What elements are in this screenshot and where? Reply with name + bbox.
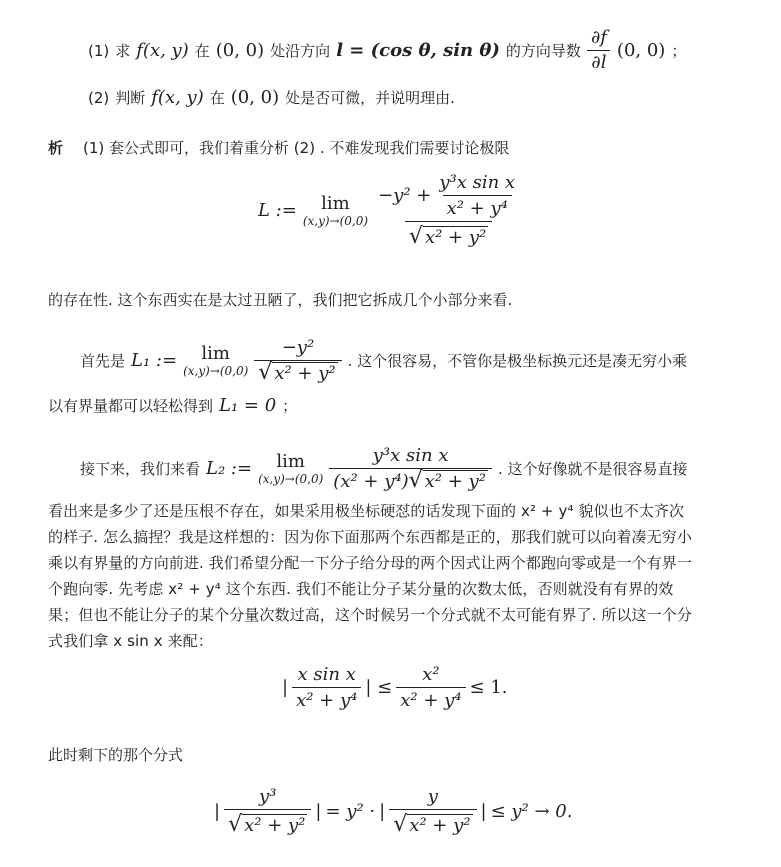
paragraph-line: 个跑向零. 先考虑 x² + y⁴ 这个东西. 我们不能让分子某分量的次数太低，否则就没有有界的效 <box>48 580 674 598</box>
L2-definition: L₂ := <box>206 458 253 479</box>
limit-operator <box>303 193 368 228</box>
item-1-label: (1) <box>88 41 110 60</box>
item-2-label: (2) <box>88 89 110 107</box>
item-1 <box>88 28 686 73</box>
L-sqrt: √ x² + y² <box>408 224 487 249</box>
directional-derivative-fraction <box>587 28 611 73</box>
L2-fraction <box>329 446 492 492</box>
item-2-func: f(x, y) <box>151 87 204 108</box>
ineq2-a-sqrt-body: x² + y² <box>244 815 306 836</box>
item-2-text-a: 判断 <box>115 89 146 107</box>
L1-limit-operator <box>183 344 248 378</box>
paragraph-line: 乘以有界量的方向前进. 我们希望分配一下分子给分母的两个因式让两个都跑向零或是一个有界一 <box>48 554 692 572</box>
analysis-paragraph <box>48 498 748 654</box>
paragraph-line: 的样子. 怎么搞捏？我是这样想的：因为你下面那两个东西都是正的，那我们就可以向着凑无穷小 <box>48 528 692 546</box>
L1-lim-subscript: (x,y)→(0,0) <box>183 364 249 378</box>
item-1-text-a: 求 <box>115 41 131 60</box>
existence-sentence: 的存在性. 这个东西实在是太过丑陋了，我们把它拆成几个小部分来看. <box>48 291 513 309</box>
ineq1-lhs-num: x sin x <box>297 664 356 685</box>
item-1-direction: l = (cos θ, sin θ) <box>336 39 500 61</box>
ineq2-b-den <box>389 809 476 837</box>
ineq2-b-sqrt-body: x² + y² <box>409 815 471 836</box>
paragraph-line: 果；但也不能让分子的某个分量次数过高，这个时候另一个分式就不太可能有界了. 所以这一个分 <box>48 606 692 624</box>
item-2-point: (0, 0) <box>230 87 280 108</box>
ineq2-b-sqrt: √ x² + y² <box>393 812 471 837</box>
lim-subscript: (x,y)→(0,0) <box>302 214 369 228</box>
L1-numerator: −y² <box>281 337 315 358</box>
ineq1-lhs-fraction <box>292 664 361 711</box>
L1-sqrt-body: x² + y² <box>274 363 336 384</box>
item-2-text-c: 处是否可微，并说明理由. <box>285 89 455 107</box>
ineq2-tail: ≤ y² → 0. <box>490 801 573 822</box>
ineq2-a-sqrt: √ x² + y² <box>228 812 306 837</box>
L-inner-fraction <box>435 172 519 219</box>
abs-bar-close: | <box>315 801 322 822</box>
L-denominator <box>405 221 492 249</box>
item-1-func: f(x, y) <box>136 39 189 61</box>
L2-numerator: y³x sin x <box>372 445 449 466</box>
remaining-sentence: 此时剩下的那个分式 <box>48 746 184 764</box>
ineq2-a-fraction <box>224 786 311 837</box>
L2-sqrt-body: x² + y² <box>424 471 486 492</box>
L-sqrt-body: x² + y² <box>424 227 487 248</box>
analysis-marker: 析 <box>48 139 64 157</box>
ineq2-b-fraction <box>389 786 476 837</box>
L1-comment: . 这个很容易，不管你是极坐标换元还是凑无穷小乘 <box>347 352 688 370</box>
L2-line <box>80 446 687 492</box>
ineq1-bound: ≤ 1. <box>469 677 508 698</box>
abs-bar-close: | ≤ <box>365 677 393 698</box>
item-1-text-c: 处沿方向 <box>270 41 331 60</box>
L2-comment: . 这个好像就不是很容易直接 <box>497 460 688 478</box>
paragraph-line: 看出来是多少了还是压根不存在，如果采用极坐标硬怼的话发现下面的 x² + y⁴ 貌似也不太齐次 <box>48 502 685 520</box>
L1-fraction <box>254 338 341 384</box>
L1-value: L₁ = 0 <box>219 395 277 416</box>
L1-definition: L₁ := <box>131 350 178 371</box>
ineq1-lhs-den: x² + y⁴ <box>292 687 361 711</box>
inequality-2 <box>214 786 572 837</box>
deriv-numerator: ∂f <box>590 27 607 48</box>
L2-lim-word: lim <box>276 451 305 472</box>
L2-sqrt: √ x² + y² <box>408 468 486 493</box>
L-numerator-a: −y² + <box>378 185 432 206</box>
ineq2-a-den <box>224 809 311 837</box>
abs-bar-open: | <box>214 801 221 822</box>
ineq1-rhs-fraction <box>396 664 465 711</box>
L1-sqrt: √ x² + y² <box>258 360 336 385</box>
ineq1-rhs-num: x² <box>422 664 440 685</box>
limit-L-display <box>258 172 523 249</box>
abs-bar-open: | <box>282 677 289 698</box>
analysis-intro-line <box>48 138 509 158</box>
L1-denominator <box>254 360 341 384</box>
L2-lim-subscript: (x,y)→(0,0) <box>258 472 324 486</box>
L-numerator <box>374 172 523 221</box>
analysis-intro: (1) 套公式即可，我们着重分析 (2) . 不难发现我们需要讨论极限 <box>83 139 510 157</box>
L-inner-num: y³x sin x <box>439 172 516 193</box>
abs-bar-close-2: | <box>480 801 487 822</box>
L2-denominator <box>329 468 492 492</box>
L-inner-den: x² + y⁴ <box>443 195 512 219</box>
paragraph-line: 式我们拿 x sin x 来配： <box>48 632 213 650</box>
L1-result-text: 以有界量都可以轻松得到 <box>48 397 214 415</box>
ineq2-a-num: y³ <box>259 786 277 807</box>
item-1-point: (0, 0) <box>215 39 265 61</box>
deriv-denominator: ∂l <box>587 50 610 73</box>
item-1-text-d: 的方向导数 <box>505 41 581 60</box>
L-fraction <box>374 172 523 249</box>
item-1-text-b: 在 <box>194 41 210 60</box>
L-definition: L := <box>258 200 297 221</box>
item-2-text-b: 在 <box>209 89 225 107</box>
lim-word: lim <box>321 193 350 214</box>
ineq2-b-num: y <box>427 786 438 807</box>
L2-limit-operator <box>258 452 323 486</box>
L2-den-a: (x² + y⁴) <box>333 470 409 492</box>
inequality-1 <box>282 664 508 711</box>
abs-bar-open-2: | <box>379 801 386 822</box>
L1-intro: 首先是 <box>80 352 126 370</box>
L1-result-line <box>48 396 297 416</box>
deriv-argument: (0, 0) <box>616 39 666 61</box>
ineq1-rhs-den: x² + y⁴ <box>396 687 465 711</box>
L2-intro: 接下来，我们来看 <box>80 460 201 478</box>
item-1-end: ； <box>671 41 687 60</box>
L1-line <box>80 338 687 384</box>
L1-end: ； <box>282 397 298 415</box>
item-2 <box>88 88 455 108</box>
ineq2-equals: = y² · <box>325 801 376 822</box>
L1-lim-word: lim <box>201 343 230 364</box>
